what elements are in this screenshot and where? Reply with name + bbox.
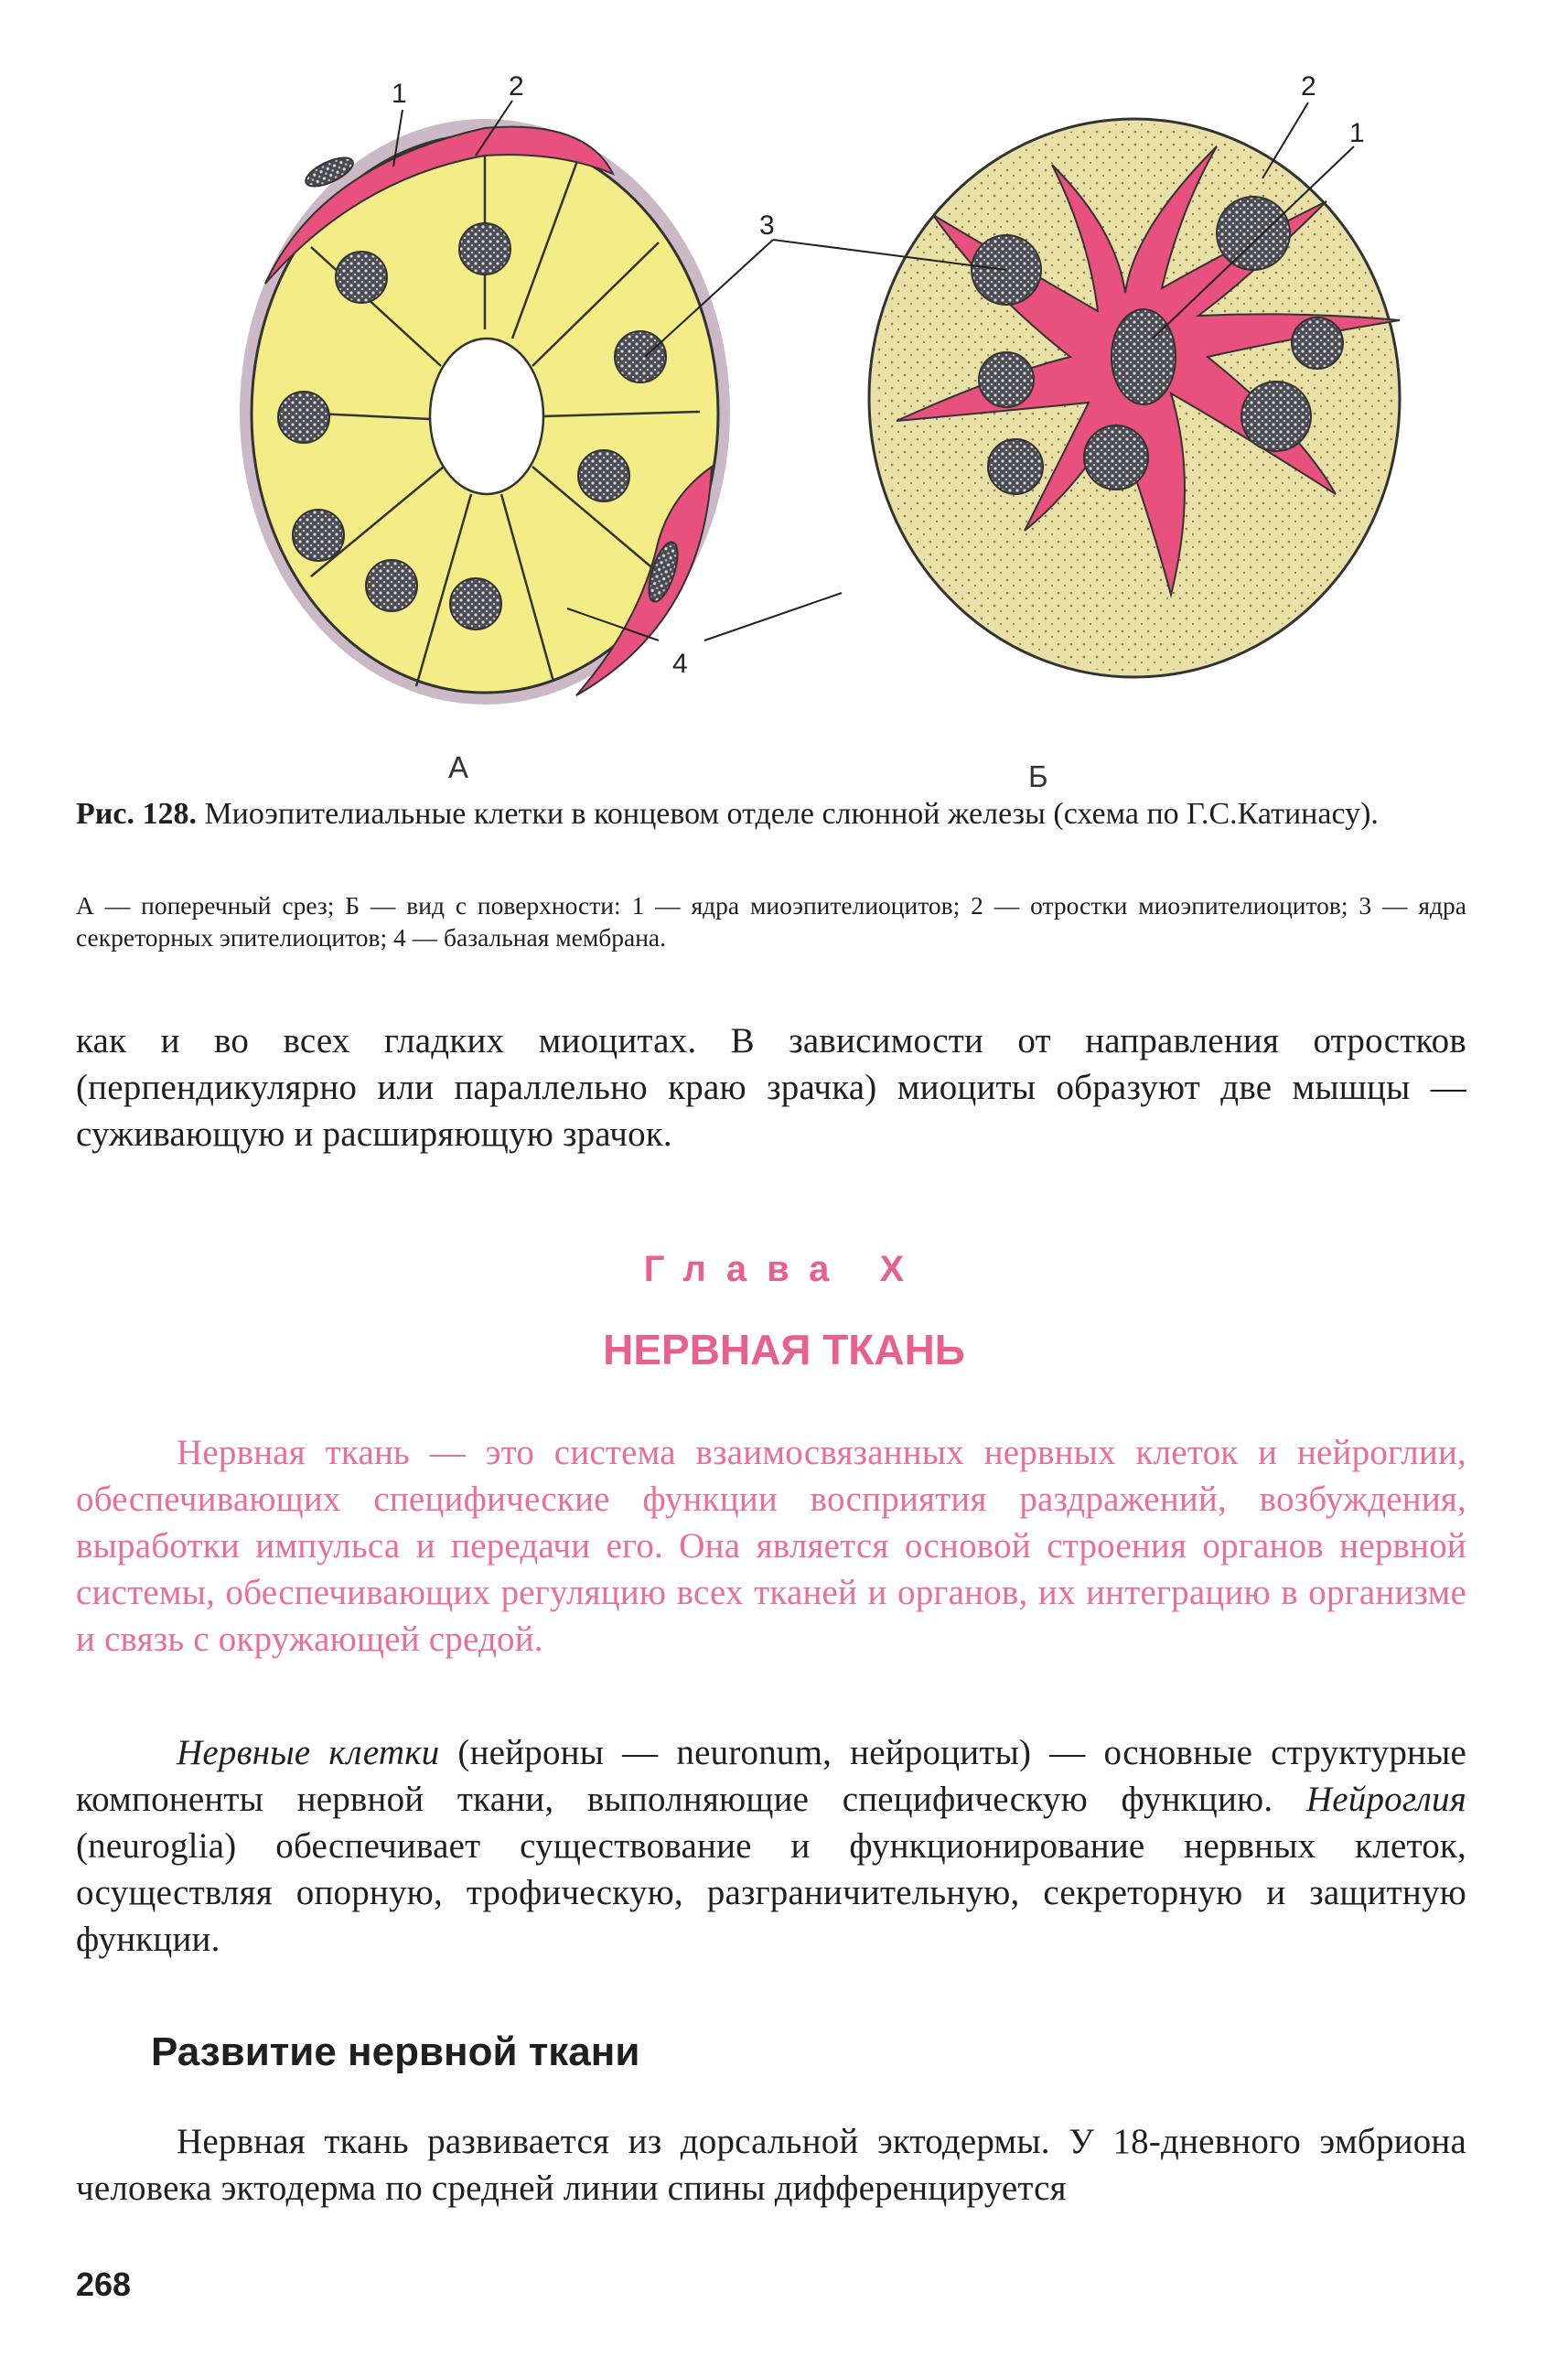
- secretory-nucleus: [1241, 382, 1311, 451]
- callout-1-b: 1: [1349, 118, 1365, 148]
- secretory-nucleus: [278, 392, 329, 443]
- term-neuroglia: Нейроглия: [1305, 1780, 1466, 1819]
- panel-label-b: Б: [1028, 759, 1048, 793]
- paragraph-development: Нервная ткань развивается из дорсальной эктодермы. У 18-дневного эмбриона человека эктодерма по средней линии спины дифференцируется: [76, 2122, 1466, 2208]
- figure-128-myoepithelial-cells: [210, 64, 1473, 732]
- myoepithelial-nucleus-b: [1112, 309, 1176, 404]
- callout-1-a: 1: [392, 79, 407, 109]
- secretory-nucleus: [1084, 425, 1148, 490]
- page-number: 268: [76, 2266, 132, 2303]
- secretory-nucleus: [336, 252, 387, 303]
- callout-2-a: 2: [509, 71, 524, 102]
- figure-legend: А — поперечный срез; Б — вид с поверхности: 1 — ядра миоэпителиоцитов; 2 — отростки миоэпителиоцитов; 3 — ядра секреторных эпителиоцитов; 4 — базальная мембрана.: [76, 891, 1466, 952]
- panel-label-a: А: [448, 750, 469, 784]
- secretory-nucleus: [1217, 197, 1290, 270]
- secretory-nucleus: [459, 223, 510, 274]
- secretory-nucleus: [979, 352, 1034, 407]
- caption-text: Миоэпителиальные клетки в концевом отделе слюнной железы (схема по Г.С.Катинасу).: [196, 797, 1379, 831]
- secretory-nucleus: [450, 578, 501, 630]
- callout-3: 3: [759, 210, 775, 241]
- secretory-nucleus: [615, 331, 666, 382]
- chapter-label: Глава X: [643, 1249, 925, 1289]
- paragraph-neurons-text-1: (нейроны — neuronum, нейроциты) — основные структурные компоненты нервной ткани, выполняющие специфическую функцию.: [76, 1733, 1466, 1819]
- secretory-nucleus: [293, 510, 344, 561]
- chapter-title: НЕРВНАЯ ТКАНЬ: [603, 1326, 965, 1373]
- paragraph-continued: как и во всех гладких миоцитах. В зависимости от направления отростков (перпендикулярно или параллельно краю зрачка) миоциты образуют две мышцы — суживающую и расширяющую зрачок.: [76, 1021, 1466, 1154]
- term-nerve-cells: Нервные клетки: [177, 1733, 440, 1772]
- secretory-nucleus: [366, 560, 417, 611]
- callout-4: 4: [672, 649, 688, 679]
- paragraph-neurons-text-2: (neuroglia) обеспечивает существование и функционирование нервных клеток, осуществляя опорную, трофическую, разграничительную, секреторную и защитную функции.: [76, 1826, 1466, 1959]
- figure-caption: [76, 794, 1466, 834]
- chapter-intro: Нервная ткань — это система взаимосвязанных нервных клеток и нейроглии, обеспечивающих специфические функции восприятия раздражений, возбуждения, выработки импульса и передачи его. Она является основой строения органов нервной системы, обеспечивающих регуляцию всех тканей и органов, их интеграцию в организме и связь с окружающей средой.: [76, 1433, 1466, 1659]
- secretory-nucleus: [578, 450, 629, 501]
- lumen: [430, 339, 543, 494]
- secretory-nucleus: [988, 439, 1043, 494]
- panel-a-cross-section: [240, 71, 730, 705]
- paragraph-neurons: [76, 1729, 1466, 1963]
- section-heading: Развитие нервной ткани: [151, 2029, 640, 2074]
- secretory-nucleus: [1292, 317, 1343, 369]
- figure-number: Рис. 128.: [76, 797, 197, 831]
- callout-2-b: 2: [1301, 71, 1316, 102]
